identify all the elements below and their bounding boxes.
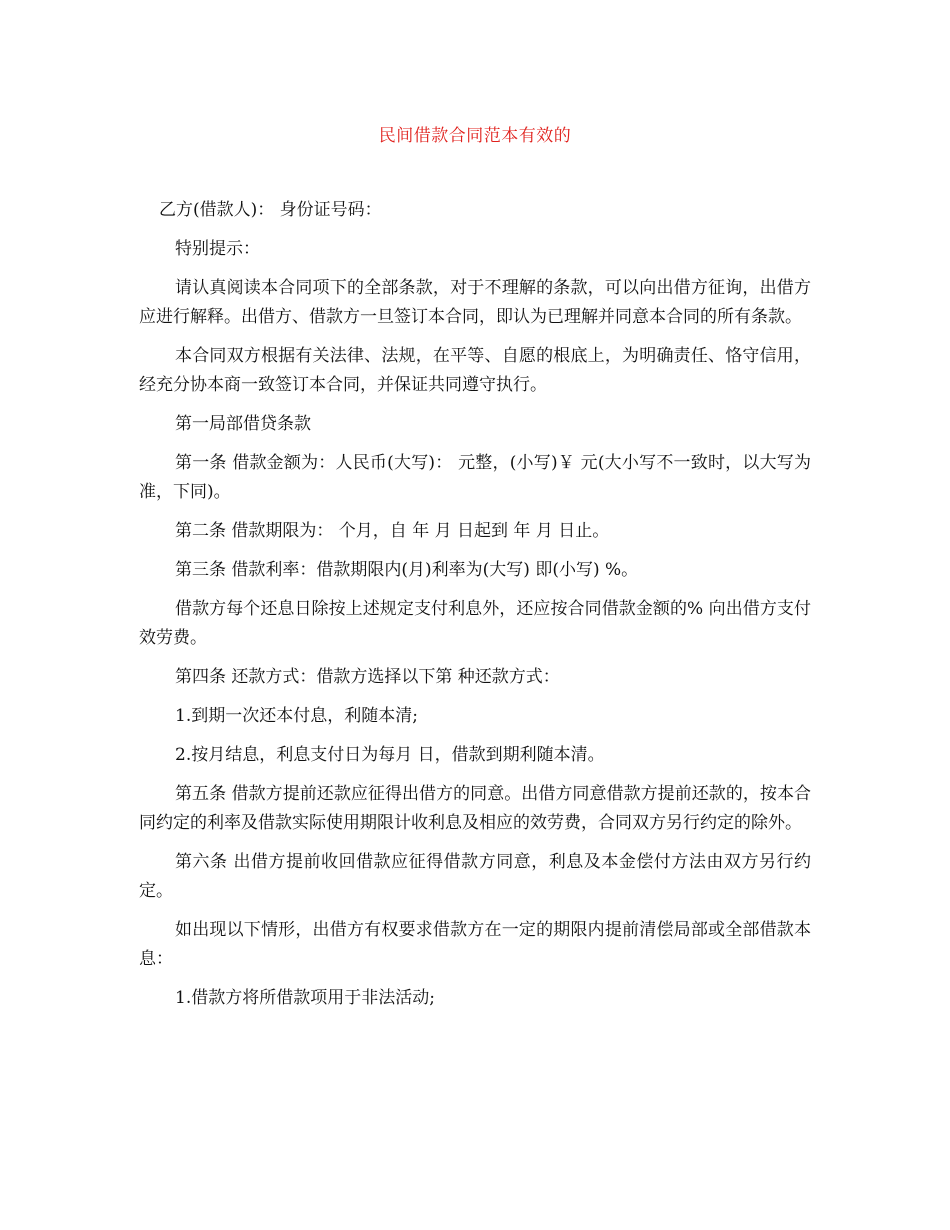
agreement-paragraph: 本合同双方根据有关法律、法规，在平等、自愿的根底上，为明确责任、恪守信用，经充分协本商一致签订本合同，并保证共同遵守执行。: [139, 346, 811, 395]
article-2: 第二条 借款期限为： 个月，自 年 月 日起到 年 月 日止。: [175, 521, 610, 541]
article-3: 第三条 借款利率：借款期限内(月)利率为(大写) 即(小写) %。: [175, 560, 639, 580]
early-repayment-conditions: 如出现以下情形，出借方有权要求借款方在一定的期限内提前清偿局部或全部借款本息：: [139, 920, 811, 969]
document-title: 民间借款合同范本有效的: [378, 126, 572, 146]
condition-1: 1.借款方将所借款项用于非法活动;: [175, 988, 435, 1008]
article-1: 第一条 借款金额为：人民币(大写)： 元整，(小写)￥ 元(大小写不一致时，以大写为准，下同)。: [139, 453, 811, 502]
article-6: 第六条 出借方提前收回借款应征得借款方同意，利息及本金偿付方法由双方另行约定。: [139, 852, 811, 901]
notice-paragraph: 请认真阅读本合同项下的全部条款，对于不理解的条款，可以向出借方征询，出借方应进行解释。出借方、借款方一旦签订本合同，即认为已理解并同意本合同的所有条款。: [139, 278, 811, 327]
service-fee-paragraph: 借款方每个还息日除按上述规定支付利息外，还应按合同借款金额的% 向出借方支付效劳费。: [139, 599, 811, 648]
section-heading: 第一局部借贷条款: [175, 414, 311, 434]
article-5: 第五条 借款方提前还款应征得出借方的同意。出借方同意借款方提前还款的，按本合同约定的利率及借款实际使用期限计收利息及相应的效劳费，合同双方另行约定的除外。: [139, 784, 811, 833]
document-body: [139, 196, 811, 1023]
repayment-option-2: 2.按月结息，利息支付日为每月 日，借款到期利随本清。: [175, 745, 605, 765]
article-4: 第四条 还款方式：借款方选择以下第 种还款方式：: [175, 667, 560, 687]
party-b-line: 乙方(借款人)： 身份证号码：: [159, 200, 382, 220]
special-notice-heading: 特别提示：: [175, 239, 260, 259]
repayment-option-1: 1.到期一次还本付息，利随本清;: [175, 706, 418, 726]
